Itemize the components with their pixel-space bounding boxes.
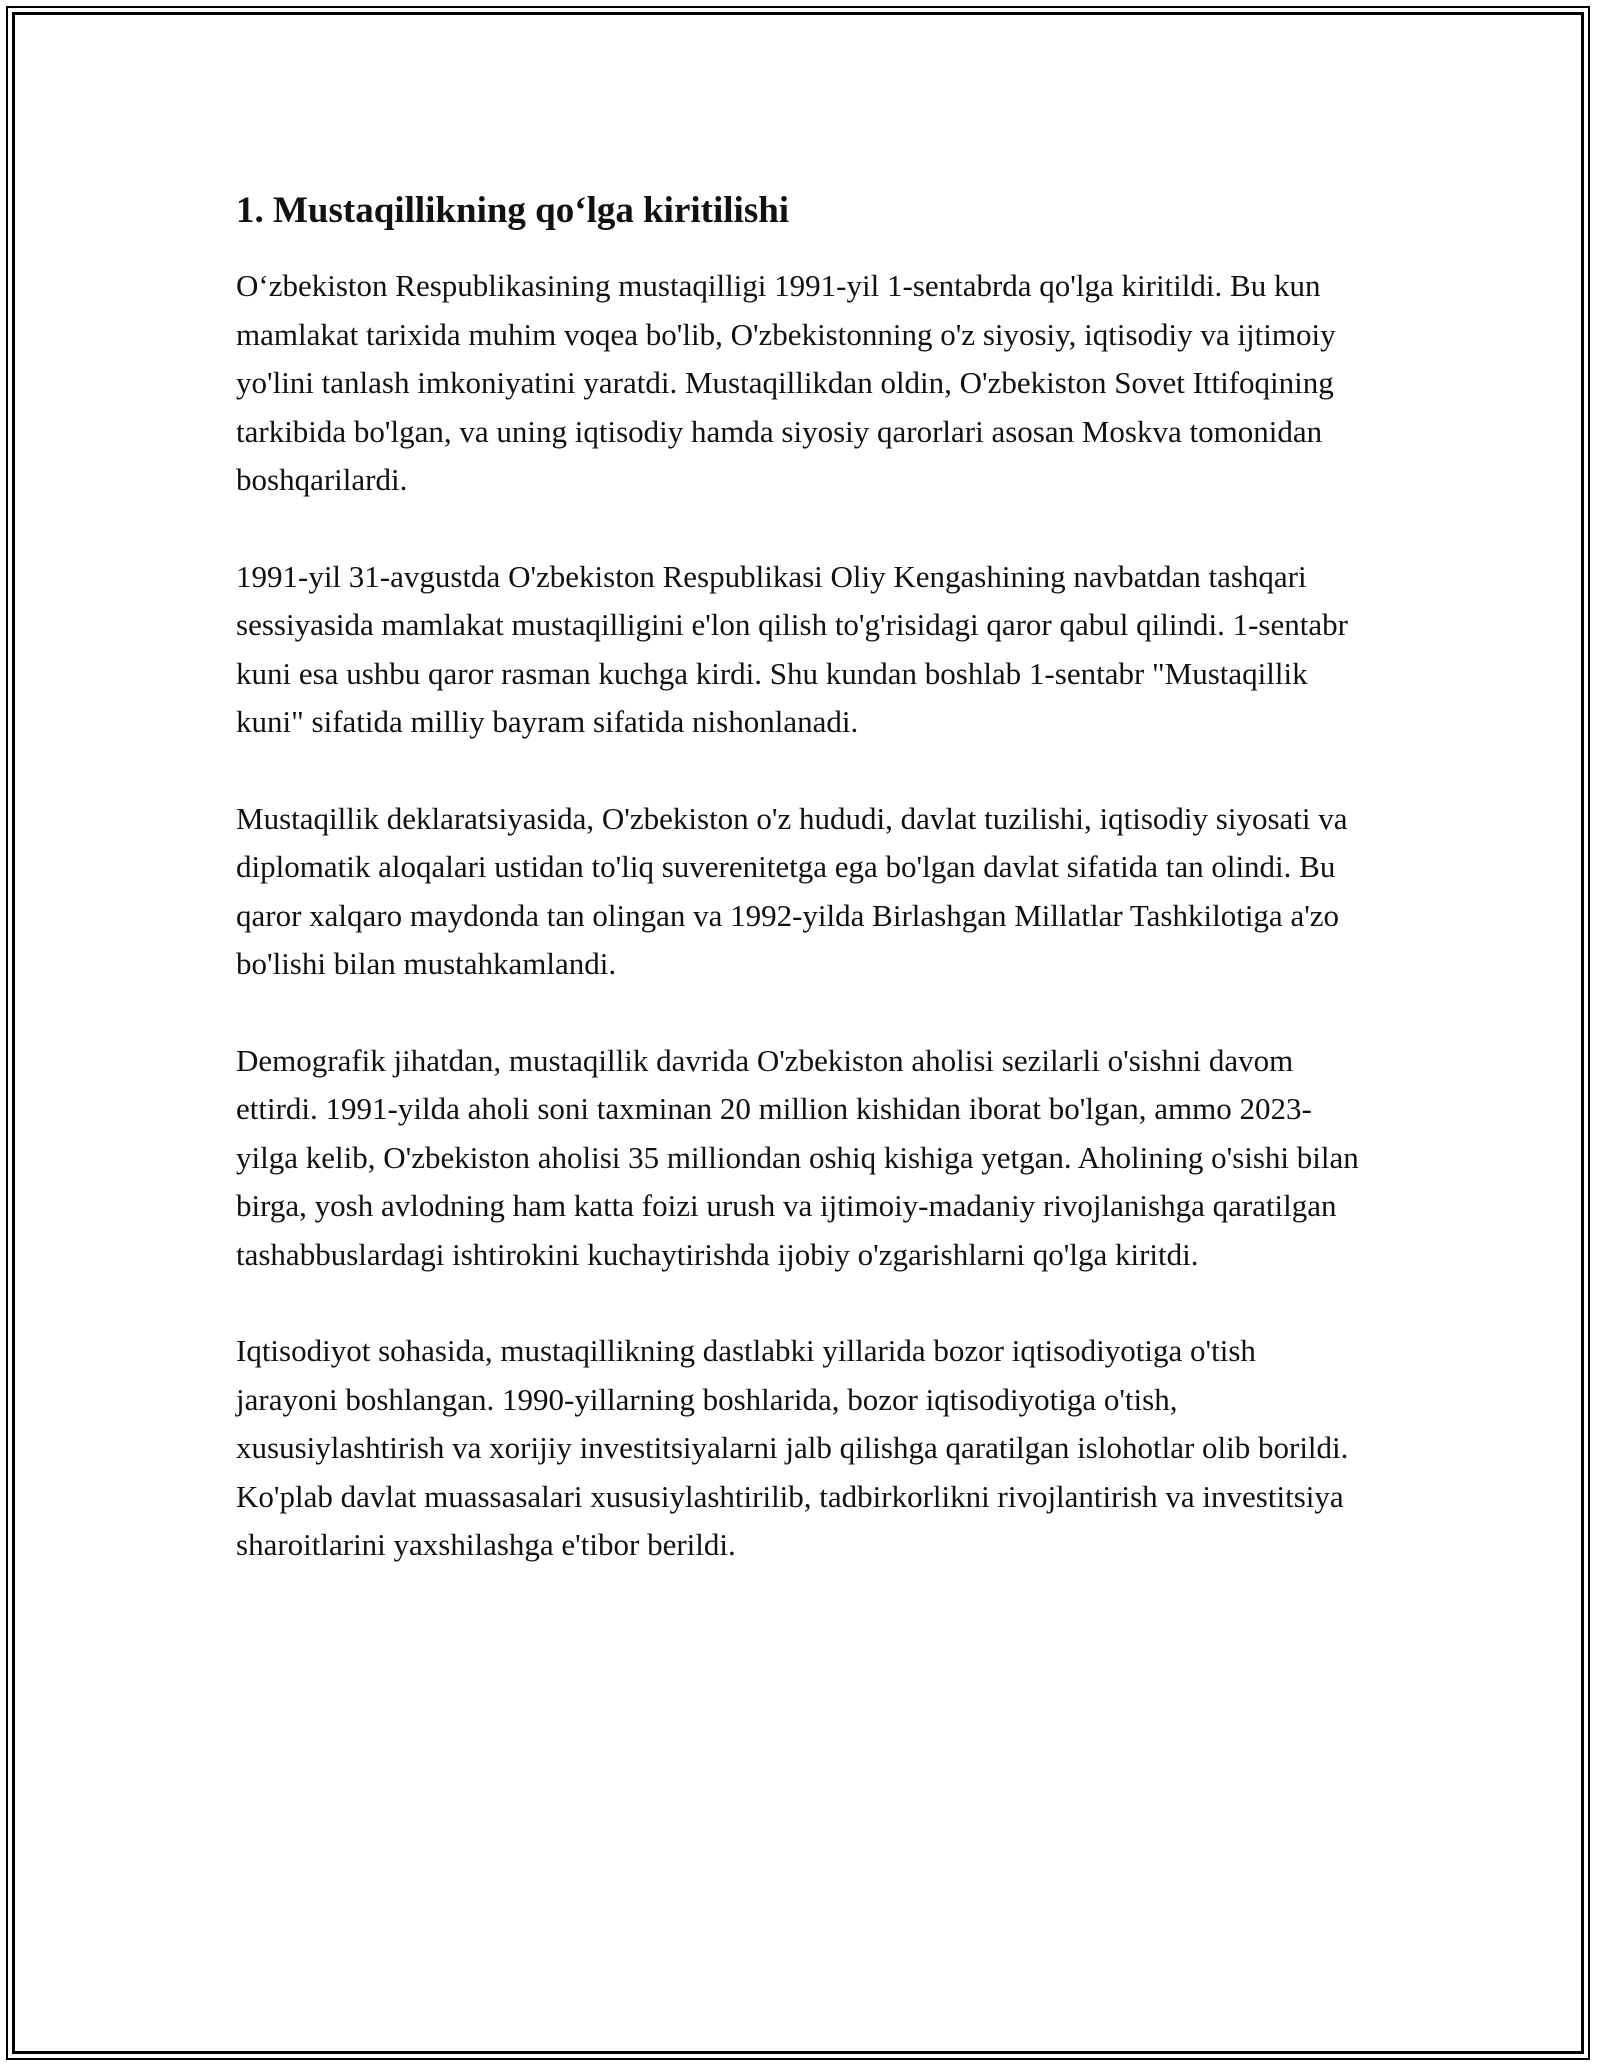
section-title: 1. Mustaqillikning qo‘lga kiritilishi <box>236 190 790 231</box>
paragraph-independence-date: O‘zbekiston Respublikasining mustaqilligi 1991-yil 1-sentabrda qo'lga kiritildi. Bu kun mamlakat tarixida muhim voqea bo'lib, O'zbekistonning o'z siyosiy, iqtisodiy va ijtimoiy yo'lini tanlash imkoniyatini yaratdi. Mustaqillikdan oldin, O'zbekiston Sovet Ittifoqining tarkibida bo'lgan, va uning iqtisodiy hamda siyosiy qarorlari asosan Moskva tomonidan boshqarilardi. <box>236 268 1336 497</box>
paragraph-sovereignty: Mustaqillik deklaratsiyasida, O'zbekiston o'z hududi, davlat tuzilishi, iqtisodiy siyosati va diplomatik aloqalari ustidan to'liq suverenitetga ega bo'lgan davlat sifatida tan olindi. Bu qaror xalqaro maydonda tan olingan va 1992-yilda Birlashgan Millatlar Tashkilotiga a'zo bo'lishi bilan mustahkamlandi. <box>236 800 1348 981</box>
document-body <box>236 186 1364 1618</box>
paragraph-economy: Iqtisodiyot sohasida, mustaqillikning dastlabki yillarida bozor iqtisodiyotiga o'tish jarayoni boshlangan. 1990-yillarning boshlarida, bozor iqtisodiyotiga o'tish, xususiylashtirish va xorijiy investitsiyalarni jalb qilishga qaratilgan islohotlar olib borildi. Ko'plab davlat muassasalari xususiylashtirilib, tadbirkorlikni rivojlantirish va investitsiya sharoitlarini yaxshilashga e'tibor berildi. <box>236 1333 1349 1562</box>
paragraph-demographics: Demografik jihatdan, mustaqillik davrida O'zbekiston aholisi sezilarli o'sishni davom ettirdi. 1991-yilda aholi soni taxminan 20 million kishidan iborat bo'lgan, ammo 2023-yilga kelib, O'zbekiston aholisi 35 milliondan oshiq kishiga yetgan. Aholining o'sishi bilan birga, yosh avlodning ham katta foizi urush va ijtimoiy-madaniy rivojlanishga qaratilgan tashabbuslardagi ishtirokini kuchaytirishda ijobiy o'zgarishlarni qo'lga kiritdi. <box>236 1042 1359 1272</box>
paragraph-declaration-session: 1991-yil 31-avgustda O'zbekiston Respublikasi Oliy Kengashining navbatdan tashqari sessiyasida mamlakat mustaqilligini e'lon qilish to'g'risidagi qaror qabul qilindi. 1-sentabr kuni esa ushbu qaror rasman kuchga kirdi. Shu kundan boshlab 1-sentabr "Mustaqillik kuni" sifatida milliy bayram sifatida nishonlanadi. <box>236 558 1348 739</box>
